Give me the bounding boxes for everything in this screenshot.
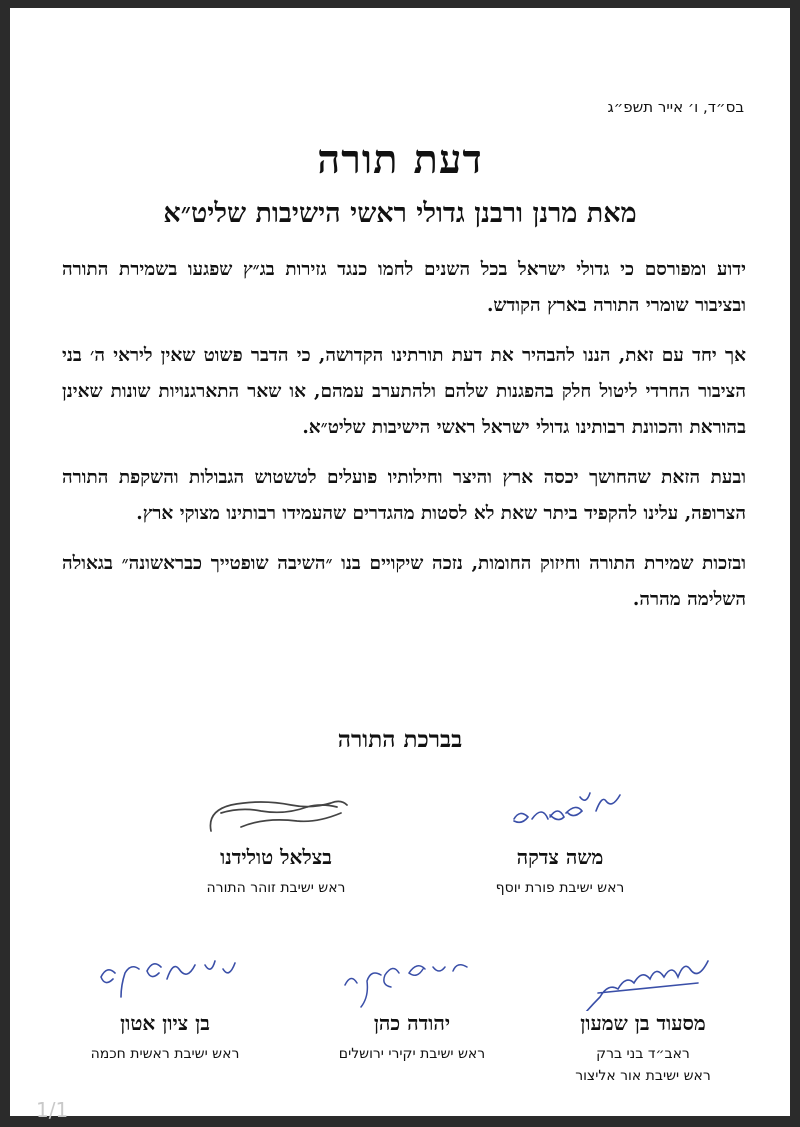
signatory-name: משה צדקה [516, 845, 604, 869]
signature-block-1 [460, 783, 660, 896]
dateline: בס״ד, ו׳ אייר תשפ״ג [607, 98, 744, 116]
handwritten-signature [191, 783, 361, 845]
handwritten-signature [558, 953, 728, 1011]
signature-block-3 [548, 953, 738, 1084]
paragraph: ידוע ומפורסם כי גדולי ישראל בכל השנים לחמו כנגד גזירות בג״ץ שפגעו בשמירת התורה ובציבור שומרי התורה בארץ הקודש. [62, 259, 746, 316]
signatory-role: ראב״ד בני ברק [596, 1046, 690, 1062]
signature-block-4 [302, 953, 522, 1062]
document-page [10, 8, 790, 1116]
signature-block-5 [50, 953, 280, 1062]
paragraph: ובעת הזאת שהחושך יכסה ארץ והיצר וחילותיו פועלים לטשטוש הגבולות והשקפת התורה הצרופה, עלינו להקפיד ביתר שאת לא לסטות מהגדרים שהעמידו רבותינו מצוקי ארץ. [62, 467, 746, 524]
signatory-name: מסעוד בן שמעון [580, 1011, 706, 1035]
handwritten-signature [327, 953, 497, 1011]
signatory-role: ראש ישיבת פורת יוסף [495, 880, 625, 896]
signatory-role: ראש ישיבת ראשית חכמה [90, 1046, 240, 1062]
document-title: דעת תורה [317, 136, 483, 183]
signatory-role: ראש ישיבת יקירי ירושלים [338, 1046, 486, 1062]
document-subtitle: מאת מרנן ורבנן גדולי ראשי הישיבות שליט״א [163, 198, 637, 229]
signatory-name: בן ציון אטון [120, 1011, 210, 1035]
handwritten-signature [470, 783, 650, 845]
signature-block-2 [166, 783, 386, 896]
paragraph: ובזכות שמירת התורה וחיזוק החומות, נזכה שיקויים בנו ״השיבה שופטייך כבראשונה״ בגאולה השלימה מהרה. [62, 553, 746, 610]
closing-blessing: בברכת התורה [337, 726, 463, 753]
document-body [62, 252, 746, 632]
paragraph: אך יחד עם זאת, הננו להבהיר את דעת תורתינו הקדושה, כי הדבר פשוט שאין ליראי ה׳ בני הציבור החרדי ליטול חלק בהפגנות שלהם ולהתערב עמהם, או שאר התארגנויות שונות שאינן בהוראת והכוונת רבותינו גדולי ישראל ראשי הישיבות שליט״א. [62, 345, 746, 438]
page-counter: 1/1 [36, 1098, 69, 1122]
signatory-role: ראש ישיבת זוהר התורה [206, 880, 346, 896]
signatory-role-secondary: ראש ישיבת אור אליצור [575, 1068, 711, 1084]
signatory-name: בצלאל טולידנו [220, 845, 332, 869]
handwritten-signature [75, 953, 255, 1011]
signatory-name: יהודה כהן [373, 1011, 451, 1035]
